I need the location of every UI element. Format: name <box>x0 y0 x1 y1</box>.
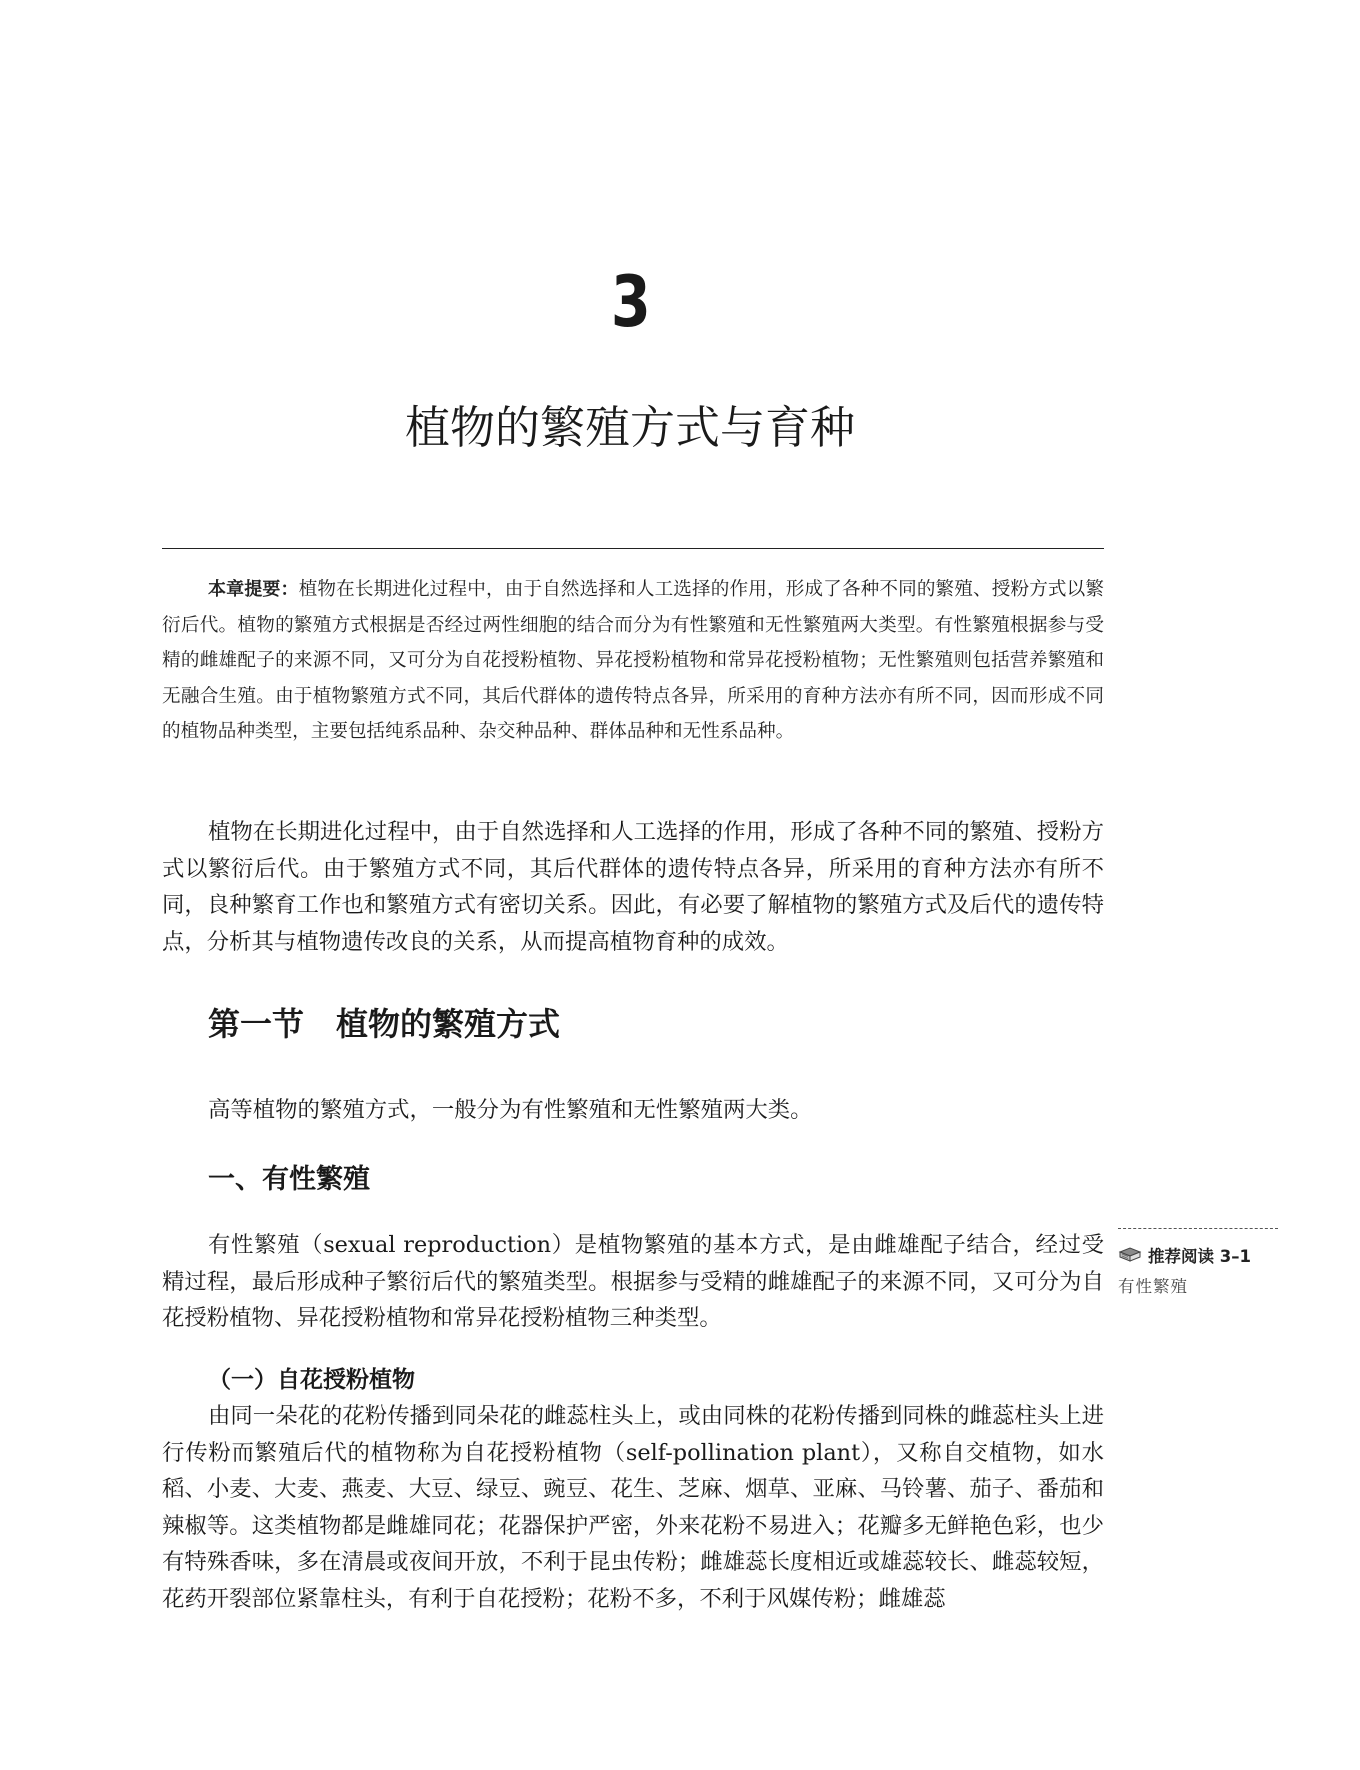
recommended-reading-title[interactable]: 推荐阅读 3–1 <box>1148 1247 1251 1266</box>
recommended-reading-subtitle[interactable]: 有性繁殖 <box>1118 1277 1188 1296</box>
intro-paragraph: 植物在长期进化过程中，由于自然选择和人工选择的作用，形成了各种不同的繁殖、授粉方式以繁衍后代。由于繁殖方式不同，其后代群体的遗传特点各异，所采用的育种方法亦有所不同，良种繁育工作也和繁殖方式有密切关系。因此，有必要了解植物的繁殖方式及后代的遗传特点，分析其与植物遗传改良的关系，从而提高植物育种的成效。 <box>162 819 1104 955</box>
self-pollination-paragraph: 由同一朵花的花粉传播到同朵花的雌蕊柱头上，或由同株的花粉传播到同株的雌蕊柱头上进行传粉而繁殖后代的植物称为自花授粉植物（self-pollination plant），又称自交植物，如水稻、小麦、大麦、燕麦、大豆、绿豆、豌豆、花生、芝麻、烟草、亚麻、马铃薯、茄子、番茄和辣椒等。这类植物都是雌雄同花；花器保护严密，外来花粉不易进入；花瓣多无鲜艳色彩，也少有特殊香味，多在清晨或夜间开放，不利于昆虫传粉；雌雄蕊长度相近或雄蕊较长、雌蕊较短，花药开裂部位紧靠柱头，有利于自花授粉；花粉不多，不利于风媒传粉；雌雄蕊 <box>162 1403 1104 1612</box>
section-heading <box>208 1002 560 1046</box>
section-number: 第一节 <box>208 1005 305 1043</box>
recommended-reading-note[interactable] <box>1118 1228 1278 1297</box>
chapter-number: 3 <box>610 261 650 343</box>
book-icon <box>1118 1246 1142 1264</box>
section-lead-paragraph: 高等植物的繁殖方式，一般分为有性繁殖和无性繁殖两大类。 <box>208 1097 813 1123</box>
chapter-summary <box>162 572 1104 750</box>
sexual-reproduction-paragraph: 有性繁殖（sexual reproduction）是植物繁殖的基本方式，是由雌雄配子结合，经过受精过程，最后形成种子繁衍后代的繁殖类型。根据参与受精的雌雄配子的来源不同，又可分为自花授粉植物、异花授粉植物和常异花授粉植物三种类型。 <box>162 1232 1104 1331</box>
subsubsection-heading: （一）自花授粉植物 <box>208 1367 415 1393</box>
chapter-title: 植物的繁殖方式与育种 <box>404 401 855 454</box>
summary-text: 植物在长期进化过程中，由于自然选择和人工选择的作用，形成了各种不同的繁殖、授粉方式以繁衍后代。植物的繁殖方式根据是否经过两性细胞的结合而分为有性繁殖和无性繁殖两大类型。有性繁殖根据参与受精的雌雄配子的来源不同，又可分为自花授粉植物、异花授粉植物和常异花授粉植物；无性繁殖则包括营养繁殖和无融合生殖。由于植物繁殖方式不同，其后代群体的遗传特点各异，所采用的育种方法亦有所不同，因而形成不同的植物品种类型，主要包括纯系品种、杂交种品种、群体品种和无性系品种。 <box>162 579 1104 742</box>
subsection-heading: 一、有性繁殖 <box>208 1164 370 1195</box>
sidebar-divider <box>1118 1228 1278 1229</box>
section-title: 植物的繁殖方式 <box>336 1005 561 1043</box>
summary-label: 本章提要： <box>208 579 299 600</box>
summary-divider <box>162 548 1104 549</box>
